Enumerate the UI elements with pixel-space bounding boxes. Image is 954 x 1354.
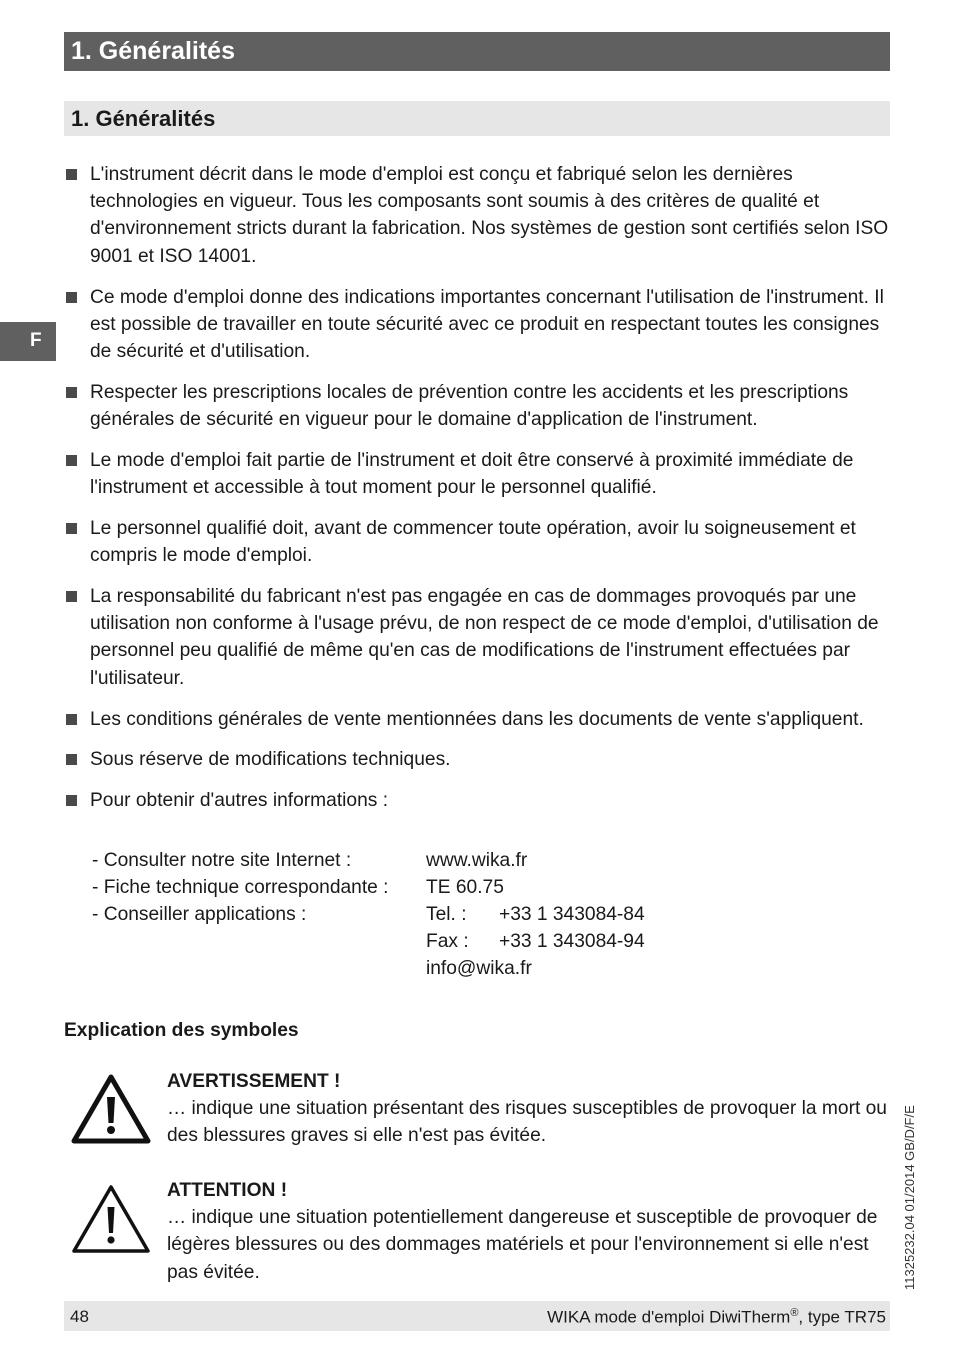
footer-title-text: WIKA mode d'emploi DiwiTherm	[547, 1307, 791, 1327]
language-tab	[0, 322, 56, 361]
list-item	[64, 583, 892, 692]
page-number: 48	[70, 1307, 89, 1326]
header-bar	[64, 32, 890, 71]
list-item-text: L'instrument décrit dans le mode d'emploi est conçu et fabriqué selon les dernières technologies en vigueur. Tous les composants sont soumis à des critères de qualité et d'environnement stricts durant la fabrication. Nos systèmes de gestion sont certifiés selon ISO 9001 et ISO 14001.	[90, 164, 889, 267]
warning-title: AVERTISSEMENT !	[167, 1071, 341, 1092]
bullet-square-icon	[66, 714, 77, 725]
warning-triangle-icon	[70, 1073, 152, 1145]
language-tab-label: F	[30, 330, 42, 351]
datasheet-label: - Fiche technique correspondante :	[92, 877, 389, 898]
list-item-text: La responsabilité du fabricant n'est pas engagée en cas de dommages provoqués par une utilisation non conforme à l'usage prévu, de non respect de ce mode d'emploi, d'utilisation de personnel peu qualifié de même qu'en cas de modifications de l'instrument effectuées par l'utilisateur.	[90, 586, 879, 689]
list-item	[64, 284, 892, 366]
warning-description: … indique une situation présentant des risques susceptibles de provoquer la mort ou des blessures graves si elle n'est pas évitée.	[167, 1098, 887, 1147]
bullet-square-icon	[66, 292, 77, 303]
caution-text-block	[167, 1177, 894, 1286]
website-label: - Consulter notre site Internet :	[92, 850, 352, 871]
page-footer	[64, 1301, 890, 1331]
caution-title: ATTENTION !	[167, 1180, 288, 1201]
list-item-text: Les conditions générales de vente mentionnées dans les documents de vente s'appliquent.	[90, 708, 864, 730]
registered-mark: ®	[790, 1307, 799, 1319]
tel-label: Tel. :	[426, 904, 467, 925]
bullet-square-icon	[66, 754, 77, 765]
datasheet-value: TE 60.75	[426, 877, 504, 898]
list-item	[64, 379, 892, 433]
list-item	[64, 161, 892, 270]
warning-text-block	[167, 1068, 894, 1150]
footer-title-suffix: , type TR75	[798, 1307, 886, 1327]
list-item-text: Sous réserve de modifications techniques.	[90, 749, 451, 771]
document-code: 11325232.04 01/2014 GB/D/F/E	[902, 1105, 917, 1290]
bullet-square-icon	[66, 387, 77, 398]
caution-description: … indique une situation potentiellement dangereuse et susceptible de provoquer de légères blessures ou des dommages matériels et pour l'environnement si elle n'est pas évitée.	[167, 1207, 878, 1283]
footer-title	[547, 1307, 886, 1328]
section-heading-bar	[64, 101, 890, 136]
bullet-square-icon	[66, 523, 77, 534]
list-item-text: Ce mode d'emploi donne des indications importantes concernant l'utilisation de l'instrument. Il est possible de travailler en toute sécurité avec ce produit en respectant toutes les consignes de sécurité et d'utilisation.	[90, 286, 884, 362]
fax-label: Fax :	[426, 931, 469, 952]
bullet-square-icon	[66, 455, 77, 466]
email-link[interactable]: info@wika.fr	[426, 958, 532, 979]
bullet-square-icon	[66, 795, 77, 806]
section-title: 1. Généralités	[71, 106, 216, 131]
bullet-list	[64, 161, 892, 828]
list-item-text: Pour obtenir d'autres informations :	[90, 790, 389, 812]
list-item	[64, 515, 892, 569]
fax-value: +33 1 343084-94	[499, 931, 645, 952]
tel-value: +33 1 343084-84	[499, 904, 645, 925]
bullet-square-icon	[66, 169, 77, 180]
list-item-text: Respecter les prescriptions locales de prévention contre les accidents et les prescriptions générales de sécurité en vigueur pour le domaine d'application de l'instrument.	[90, 381, 849, 430]
list-item	[64, 447, 892, 501]
list-item-text: Le mode d'emploi fait partie de l'instrument et doit être conservé à proximité immédiate de l'instrument et accessible à tout moment pour le personnel qualifié.	[90, 449, 854, 499]
website-link[interactable]: www.wika.fr	[426, 850, 528, 871]
bullet-square-icon	[66, 591, 77, 602]
list-item	[64, 746, 892, 773]
advisor-label: - Conseiller applications :	[92, 904, 307, 925]
warning-triangle-icon	[70, 1183, 152, 1255]
list-item	[64, 706, 892, 733]
list-item-text: Le personnel qualifié doit, avant de commencer toute opération, avoir lu soigneusement et compris le mode d'emploi.	[90, 517, 856, 567]
list-item	[64, 787, 892, 814]
header-title: 1. Généralités	[71, 37, 235, 65]
symbols-heading: Explication des symboles	[64, 1020, 299, 1041]
